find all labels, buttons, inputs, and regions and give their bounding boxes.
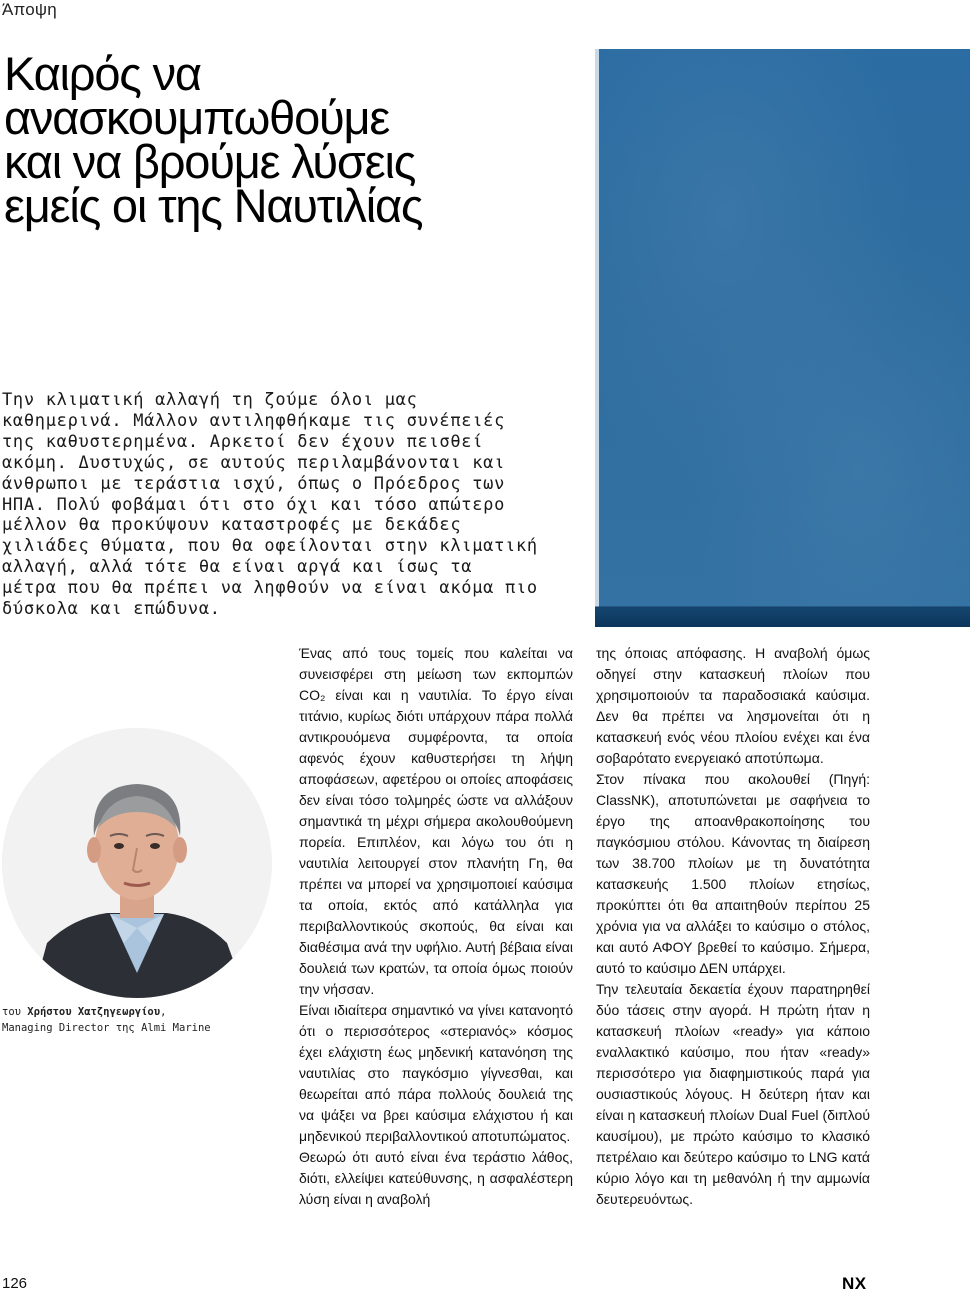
article-column-2 bbox=[596, 643, 870, 1210]
paragraph: Στον πίνακα που ακολουθεί (Πηγή: ClassNK), αποτυπώνεται με σαφήνεια το έργο της απoανθρακοποίησης του παγκόσμιου στόλου. Κάνοντας τη διαίρεση των 38.700 πλοίων με τη δυνατότητα κατασκευής 1.500 πλοίων ετησίως, προκύπτει ότι θα απαιτηθούν περίπου 25 χρόνια για να αλλάξει το καύσιμο ο στόλος, και αυτό ΑΦΟΥ βρεθεί το καύσιμο. Σήμερα, αυτό το καύσιμο ΔΕΝ υπάρχει. bbox=[596, 771, 870, 976]
paragraph: Την τελευταία δεκαετία έχουν παρατηρηθεί δύο τάσεις στην αγορά. Η πρώτη ήταν η κατασκευή πλοίων «ready» για κάποιο εναλλακτικό καύσιμο, που ήταν «ready» περισσότερο για διαφημιστικούς παρά για ουσιαστικούς λόγους. Η δεύτερη ήταν και είναι η κατασκευή πλοίων Dual Fuel (διπλού καυσίμου), με πρώτο καύσιμο το κλασικό πετρέλαιο και δεύτερο καύσιμο το LNG κατά κύριο λόγο και τη μεθανόλη ή την αμμωνία δευτερευόντως. bbox=[596, 981, 870, 1207]
lead-line: μέτρα που θα πρέπει να ληφθούν να είναι ακόμα πιο bbox=[2, 578, 538, 599]
byline-author-line bbox=[2, 1004, 282, 1020]
headline-line: εμείς οι της Ναυτιλίας bbox=[4, 179, 423, 232]
sea-sky-photo bbox=[595, 49, 970, 627]
headline-line: ανασκουμπωθούμε bbox=[4, 91, 390, 144]
author-portrait-image bbox=[2, 728, 272, 998]
paragraph: Θεωρώ ότι αυτό είναι ένα τεράστιο λάθος, διότι, ελλείψει κατεύθυνσης, η ασφαλέστερη λύση είναι η αναβολή bbox=[299, 1149, 573, 1207]
section-label: Άποψη bbox=[2, 0, 57, 19]
lead-line: χιλιάδες θύματα, που θα οφείλονται στην κλιματική bbox=[2, 536, 538, 557]
page-number: 126 bbox=[2, 1275, 28, 1292]
lead-line: καθημερινά. Μάλλον αντιληφθήκαμε τις συνέπειές bbox=[2, 410, 506, 431]
lead-line: αλλαγή, αλλά τότε θα είναι αργά και ίσως τα bbox=[2, 557, 473, 578]
magazine-logo: NX bbox=[842, 1274, 867, 1293]
byline-role: Managing Director της Almi Marine bbox=[2, 1022, 211, 1034]
byline-author: Χρήστου Χατζηγεωργίου bbox=[27, 1006, 161, 1018]
lead-line: Την κλιματική αλλαγή τη ζούμε όλοι μας bbox=[2, 390, 418, 410]
byline-prefix: του bbox=[2, 1006, 28, 1018]
lead-paragraph bbox=[2, 390, 582, 620]
byline-comma: , bbox=[160, 1006, 167, 1018]
lead-line: δύσκολα και επώδυνα. bbox=[2, 599, 221, 620]
lead-line: της καθυστερημένα. Αρκετοί δεν έχουν πεισθεί bbox=[2, 431, 484, 452]
paragraph: Ένας από τους τομείς που καλείται να συνεισφέρει στη μείωση των εκπομπών CO₂ είναι και η ναυτιλία. Το έργο είναι τιτάνιο, κυρίως διότι υπάρχουν πάρα πολλά αντικρουόμενα συμφέροντα, τα οποία αφενός έχουν καθυστερήσει τη λήψη αποφάσεων, αφετέρου οι οποίες αποφάσεις δεν είναι τόσο τολμηρές ώστε να αλλάξουν σημαντικά τη μέχρι σήμερα ακολουθούμενη πορεία. Επιπλέον, και λόγω του ότι η ναυτιλία λειτουργεί στον πλανήτη Γη, θα πρέπει να μπορεί να χρησιμοποιεί καύσιμα τα οποία, εκτός από κατάλληλα για περιβαλλοντικούς σκοπούς, θα είναι και διαθέσιμα ανά την υφήλιο. Αυτή βέβαια είναι δουλειά των κρατών, τα οποία όμως ποιούν την νήσσαν. bbox=[299, 645, 573, 997]
paragraph: της όποιας απόφασης. Η αναβολή όμως οδηγεί στην κατασκευή πλοίων που χρησιμοποιούν τα παραδοσιακά καύσιμα. Δεν θα πρέπει να λησμονείται ότι η κατασκευή ενός νέου πλοίου ενέχει και ένα σοβαρότατο ενεργειακό αποτύπωμα. bbox=[596, 645, 870, 766]
headline-line: και να βρούμε λύσεις bbox=[4, 135, 416, 188]
paragraph: Είναι ιδιαίτερα σημαντικό να γίνει κατανοητό ότι ο περισσότερος «στεριανός» κόσμος έχει ελάχιστη έως μηδενική κατανόηση της ναυτιλίας στο παγκόσμιο γίγνεσθαι, και θεωρείται από πάρα πολλούς δουλειά της να ψάξει να βρει καύσιμα ελάχιστου ή και μηδενικού περιβαλλοντικού αποτυπώματος. bbox=[299, 1002, 573, 1144]
article-column-1 bbox=[299, 643, 573, 1210]
lead-line: ακόμη. Δυστυχώς, σε αυτούς περιλαμβάνονται και bbox=[2, 452, 506, 473]
lead-line: μέλλον θα προκύψουν καταστροφές με δεκάδες bbox=[2, 515, 462, 536]
lead-line: ΗΠΑ. Πολύ φοβάμαι ότι στο όχι και τόσο απώτερο bbox=[2, 494, 506, 515]
lead-line: άνθρωποι με τεράστια ισχύ, όπως ο Πρόεδρος των bbox=[2, 473, 506, 494]
byline bbox=[2, 1004, 282, 1036]
headline bbox=[4, 47, 564, 232]
sea-sky-image bbox=[595, 49, 970, 627]
author-portrait bbox=[2, 728, 272, 998]
headline-line: Καιρός να bbox=[4, 47, 201, 100]
